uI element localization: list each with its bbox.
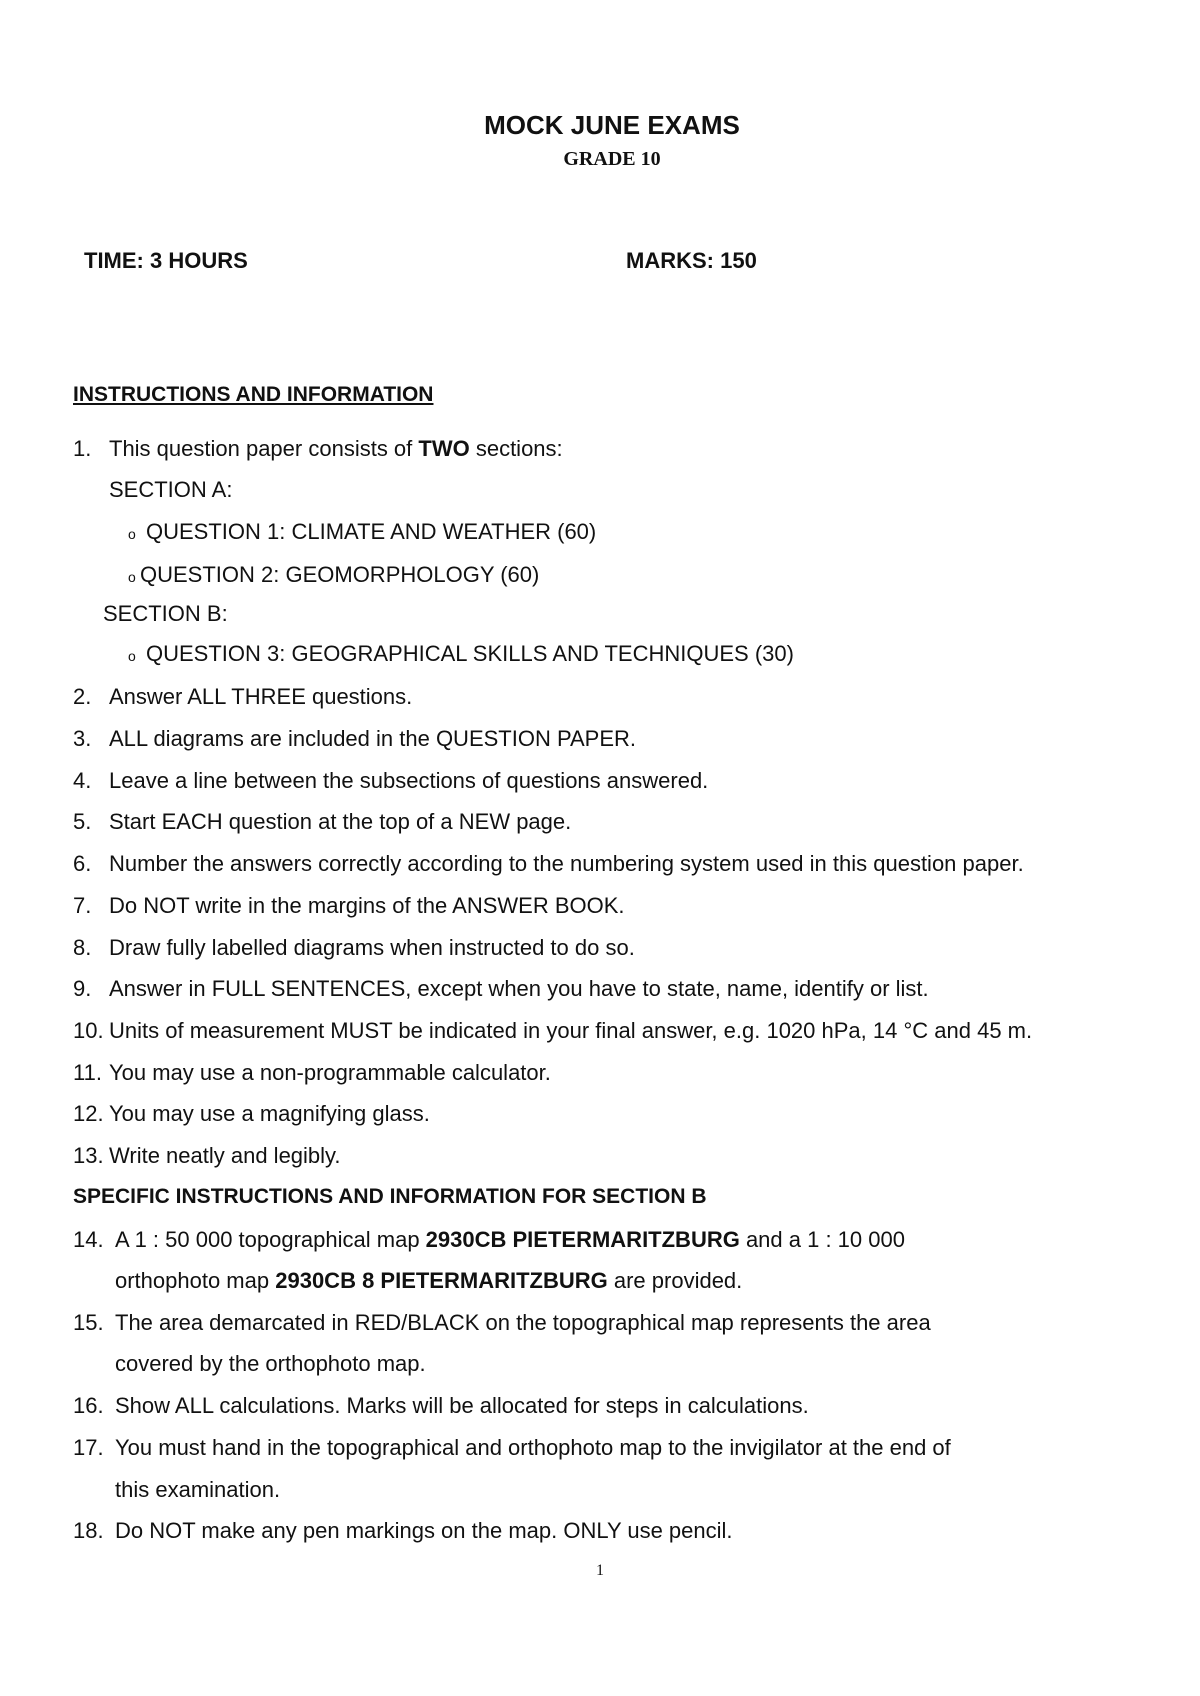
item-text: Do NOT make any pen markings on the map. ONLY use pencil.	[115, 1518, 733, 1543]
item-text: Answer ALL THREE questions.	[109, 684, 413, 709]
map-reference: 2930CB 8 PIETERMARITZBURG	[275, 1268, 608, 1293]
item-text: This question paper consists of	[109, 436, 419, 461]
item-text: The area demarcated in RED/BLACK on the topographical map represents the area	[115, 1310, 931, 1335]
instruction-item-6	[73, 851, 1024, 877]
item-number: 1.	[73, 436, 92, 461]
map-reference: 2930CB PIETERMARITZBURG	[425, 1227, 740, 1252]
instruction-item-12	[73, 1101, 430, 1127]
item-number: 3.	[73, 726, 92, 751]
item-number: 12.	[73, 1101, 104, 1126]
item-number: 18.	[73, 1518, 104, 1543]
item-number: 8.	[73, 935, 92, 960]
exam-title: MOCK JUNE EXAMS	[484, 110, 740, 140]
item-number: 7.	[73, 893, 92, 918]
question-text: QUESTION 2: GEOMORPHOLOGY (60)	[140, 562, 540, 587]
item-text: orthophoto map	[115, 1268, 276, 1293]
item-number: 9.	[73, 976, 92, 1001]
section-a-label: SECTION A:	[109, 477, 233, 502]
bullet-icon: o	[128, 526, 136, 542]
instruction-item-10	[73, 1018, 1032, 1044]
question-text: QUESTION 1: CLIMATE AND WEATHER (60)	[146, 519, 597, 544]
question-text: QUESTION 3: GEOGRAPHICAL SKILLS AND TECHNIQUES (30)	[146, 641, 794, 666]
instruction-item-13	[73, 1143, 341, 1169]
item-text: You may use a magnifying glass.	[109, 1101, 430, 1126]
item-text: Write neatly and legibly.	[109, 1143, 341, 1168]
instruction-item-5	[73, 809, 571, 835]
item-text: You must hand in the topographical and orthophoto map to the invigilator at the end of	[115, 1435, 951, 1460]
item-text: Show ALL calculations. Marks will be allocated for steps in calculations.	[115, 1393, 809, 1418]
item-text: A 1 : 50 000 topographical map	[115, 1227, 426, 1252]
bullet-icon: o	[128, 648, 136, 664]
time-label: TIME: 3 HOURS	[84, 248, 248, 273]
item-number: 2.	[73, 684, 92, 709]
section-b-question-3	[128, 641, 794, 667]
grade-label: GRADE 10	[563, 148, 661, 170]
item-number: 16.	[73, 1393, 104, 1418]
item-text: and a 1 : 10 000	[739, 1227, 905, 1252]
item-text: You may use a non-programmable calculator.	[109, 1060, 551, 1085]
item-text: Answer in FULL SENTENCES, except when you have to state, name, identify or list.	[109, 976, 929, 1001]
instruction-item-17	[73, 1435, 951, 1461]
instruction-item-14-continued	[115, 1268, 742, 1294]
instruction-item-17-continued: this examination.	[115, 1477, 281, 1502]
item-text: Start EACH question at the top of a NEW page.	[109, 809, 572, 834]
item-text: Number the answers correctly according to the numbering system used in this question paper.	[109, 851, 1024, 876]
item-number: 6.	[73, 851, 92, 876]
bullet-icon: o	[128, 569, 136, 585]
instruction-item-15	[73, 1310, 931, 1336]
instruction-item-7	[73, 893, 625, 919]
section-a-question-2	[128, 562, 539, 588]
page-number: 1	[596, 1562, 604, 1579]
item-text: Units of measurement MUST be indicated in your final answer, e.g. 1020 hPa, 14 °C and 45 m.	[109, 1018, 1033, 1043]
item-text: are provided.	[607, 1268, 743, 1293]
instruction-item-15-continued: covered by the orthophoto map.	[115, 1351, 426, 1376]
section-a-question-1	[128, 519, 596, 545]
instruction-item-3	[73, 726, 636, 752]
item-text: Draw fully labelled diagrams when instructed to do so.	[109, 935, 635, 960]
instruction-item-9	[73, 976, 929, 1002]
instruction-item-16	[73, 1393, 809, 1419]
item-number: 5.	[73, 809, 92, 834]
instruction-item-14	[73, 1227, 905, 1253]
section-b-heading: SPECIFIC INSTRUCTIONS AND INFORMATION FOR SECTION B	[73, 1185, 707, 1208]
item-text-bold: TWO	[418, 436, 470, 461]
item-number: 15.	[73, 1310, 104, 1335]
instruction-item-1	[73, 436, 563, 462]
instruction-item-11	[73, 1060, 551, 1086]
item-text: Do NOT write in the margins of the ANSWER BOOK.	[109, 893, 625, 918]
instruction-item-18	[73, 1518, 733, 1544]
item-number: 14.	[73, 1227, 104, 1252]
item-text: Leave a line between the subsections of questions answered.	[109, 768, 709, 793]
instruction-item-8	[73, 935, 635, 961]
marks-label: MARKS: 150	[626, 248, 757, 273]
instructions-heading: INSTRUCTIONS AND INFORMATION	[73, 383, 434, 406]
item-text: sections:	[469, 436, 563, 461]
item-number: 13.	[73, 1143, 104, 1168]
instruction-item-2	[73, 684, 412, 710]
item-number: 17.	[73, 1435, 104, 1460]
instruction-item-4	[73, 768, 708, 794]
item-number: 10.	[73, 1018, 104, 1043]
section-b-label: SECTION B:	[103, 601, 228, 626]
item-number: 11.	[73, 1060, 102, 1085]
item-text: ALL diagrams are included in the QUESTION PAPER.	[109, 726, 637, 751]
item-number: 4.	[73, 768, 92, 793]
